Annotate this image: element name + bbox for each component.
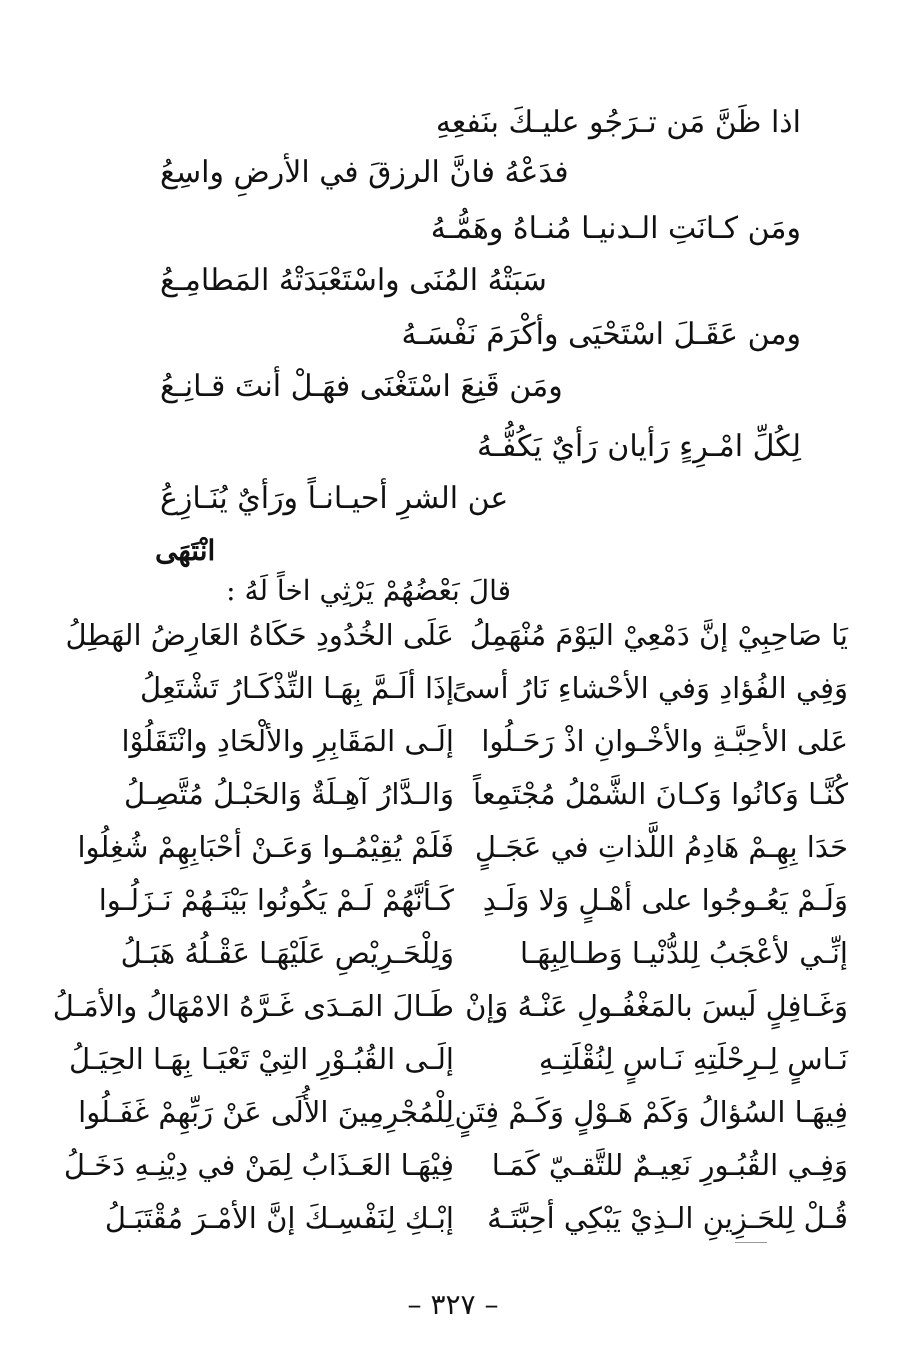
poem-right-line: وَلَـمْ يَعُـوجُوا على أهْـلٍ وَلا وَلَـدِ bbox=[482, 883, 848, 917]
verse-line: ومَن كـانَتِ الـدنيـا مُنـاهُ وهَمُّـهُ bbox=[430, 211, 801, 246]
poem-left-line: إبْـكِ لِنَفْسِـكَ إنَّ الأمْـرَ مُقْتَبَـلُ bbox=[104, 1201, 454, 1235]
verse-line: اذا ظَنَّ مَن تـرَجُو عليـكَ بنَفعِهِ bbox=[435, 105, 801, 140]
verse-line: لِكُلِّ امْـرِءٍ رَأيان رَأيٌ يَكُفُّـهُ bbox=[476, 429, 801, 464]
poem-left-line: إلَـى القُبُـوْرِ التِيْ تَعْيَـا بِهَـا الحِيَـلُ bbox=[68, 1042, 454, 1076]
poem-right-line: وَفِـي القُبُـورِ نَعِيـمٌ للتَّقـيّ كَمَـا bbox=[491, 1148, 848, 1182]
poem-left-line: كَـأنَّهُمْ لَـمْ يَكُونُوا بَيْنَـهُمْ نَـزَلُـوا bbox=[98, 883, 454, 917]
poem-left-line: فِيْهَـا العَـذَابُ لِمَنْ في دِيْنِـهِ دَخَـلُ bbox=[63, 1148, 454, 1182]
poem-left-line: عَلَى الخُدُودِ حَكَاهُ العَارِضُ الهَطِلُ bbox=[65, 618, 454, 652]
poem-left-line: وَلِلْحَـرِيْصِ عَلَيْهَـا عَقْـلُهُ هَبَـلُ bbox=[120, 936, 454, 970]
intro-line: قالَ بَعْضُهُمْ يَرْثِي اخاً لَهُ : bbox=[226, 574, 511, 607]
poem-right-line: يَا صَاحِبِيْ إنَّ دَمْعِيْ اليَوْمَ مُنْهَمِلُ bbox=[469, 618, 848, 652]
poem-left-line: وَالـدَّارُ آهِـلَةٌ وَالحَبْـلُ مُتَّصِـلُ bbox=[123, 777, 454, 811]
verse-line: عن الشرِ أحيـانـاً ورَأيٌ يُنَـازِعُ bbox=[160, 481, 509, 516]
poem-right-line: كُنَّـا وَكانُوا وَكـانَ الشَّمْلُ مُجْتَمِعاً bbox=[472, 777, 848, 811]
poem-right-line: حَدَا بِهِـمْ هَادِمُ اللَّذاتِ في عَجَـلٍ bbox=[474, 830, 848, 864]
end-marker: انْتَهَى bbox=[155, 534, 216, 567]
poem-left-line: إلَـى المَقَابِرِ والألْحَادِ وانْتَقَلُوْا bbox=[121, 724, 454, 758]
verse-line: ومن عَقَـلَ اسْتَحْيَى وأكْرَمَ نَفْسَـهُ bbox=[401, 317, 801, 352]
poem-right-line: قُـلْ لِلحَـزِينِ الـذِيْ يَبْكِي أحِبَّتَـهُ bbox=[487, 1201, 848, 1235]
poem-left-line: طَـالَ المَـدَى غَـرَّهُ الامْهَالُ والأمَـلُ bbox=[52, 989, 454, 1023]
poem-right-line: وَغَـافِلٍ لَيسَ بالمَغْفُـولِ عَنْـهُ وَإنْ bbox=[465, 989, 848, 1023]
poem-right-line: عَلى الأحِبَّـةِ والأخْـوانِ اذْ رَحَـلُوا bbox=[481, 724, 848, 758]
poem-right-line: فِيهَـا السُؤالُ وَكَمْ هَـوْلٍ وَكَـمْ فِتَنٍ bbox=[454, 1095, 848, 1129]
poem-right-line: نَـاسٍ لِـرِحْلَتِهِ نَـاسٍ لِنُقْلَتِـهِ bbox=[538, 1042, 848, 1076]
poem-right-line: وَفِي الفُؤادِ وَفي الأحْشاءِ نَارُ أسىً bbox=[452, 671, 848, 705]
verse-line: سَبَتْهُ المُنَى واسْتَعْبَدَتْهُ المَطامِـعُ bbox=[160, 263, 547, 298]
poem-left-line: إذَا ألَـمَّ بِهَـا التِّذْكَـارُ تَشْتَعِلُ bbox=[139, 671, 454, 705]
page-number: – ٣٢٧ – bbox=[407, 1288, 499, 1321]
verse-line: فدَعْهُ فانَّ الرزقَ في الأرضِ واسِعُ bbox=[160, 155, 569, 190]
divider bbox=[735, 1242, 767, 1243]
poem-right-line: إنِّـي لأعْجَبُ لِلدُّنْيـا وَطـالِبِهَـا bbox=[519, 936, 848, 970]
verse-line: ومَن قَنِعَ اسْتَغْنَى فهَـلْ أنتَ قـانِـعُ bbox=[160, 369, 563, 404]
poem-left-line: فَلَمْ يُقِيْمُـوا وَعَـنْ أحْبَابِهِمْ شُغِلُوا bbox=[77, 830, 454, 864]
poem-left-line: لِلْمُجْرِمِينَ الأُلَى عَنْ رَبِّهِمْ غَفَـلُوا bbox=[78, 1095, 454, 1129]
